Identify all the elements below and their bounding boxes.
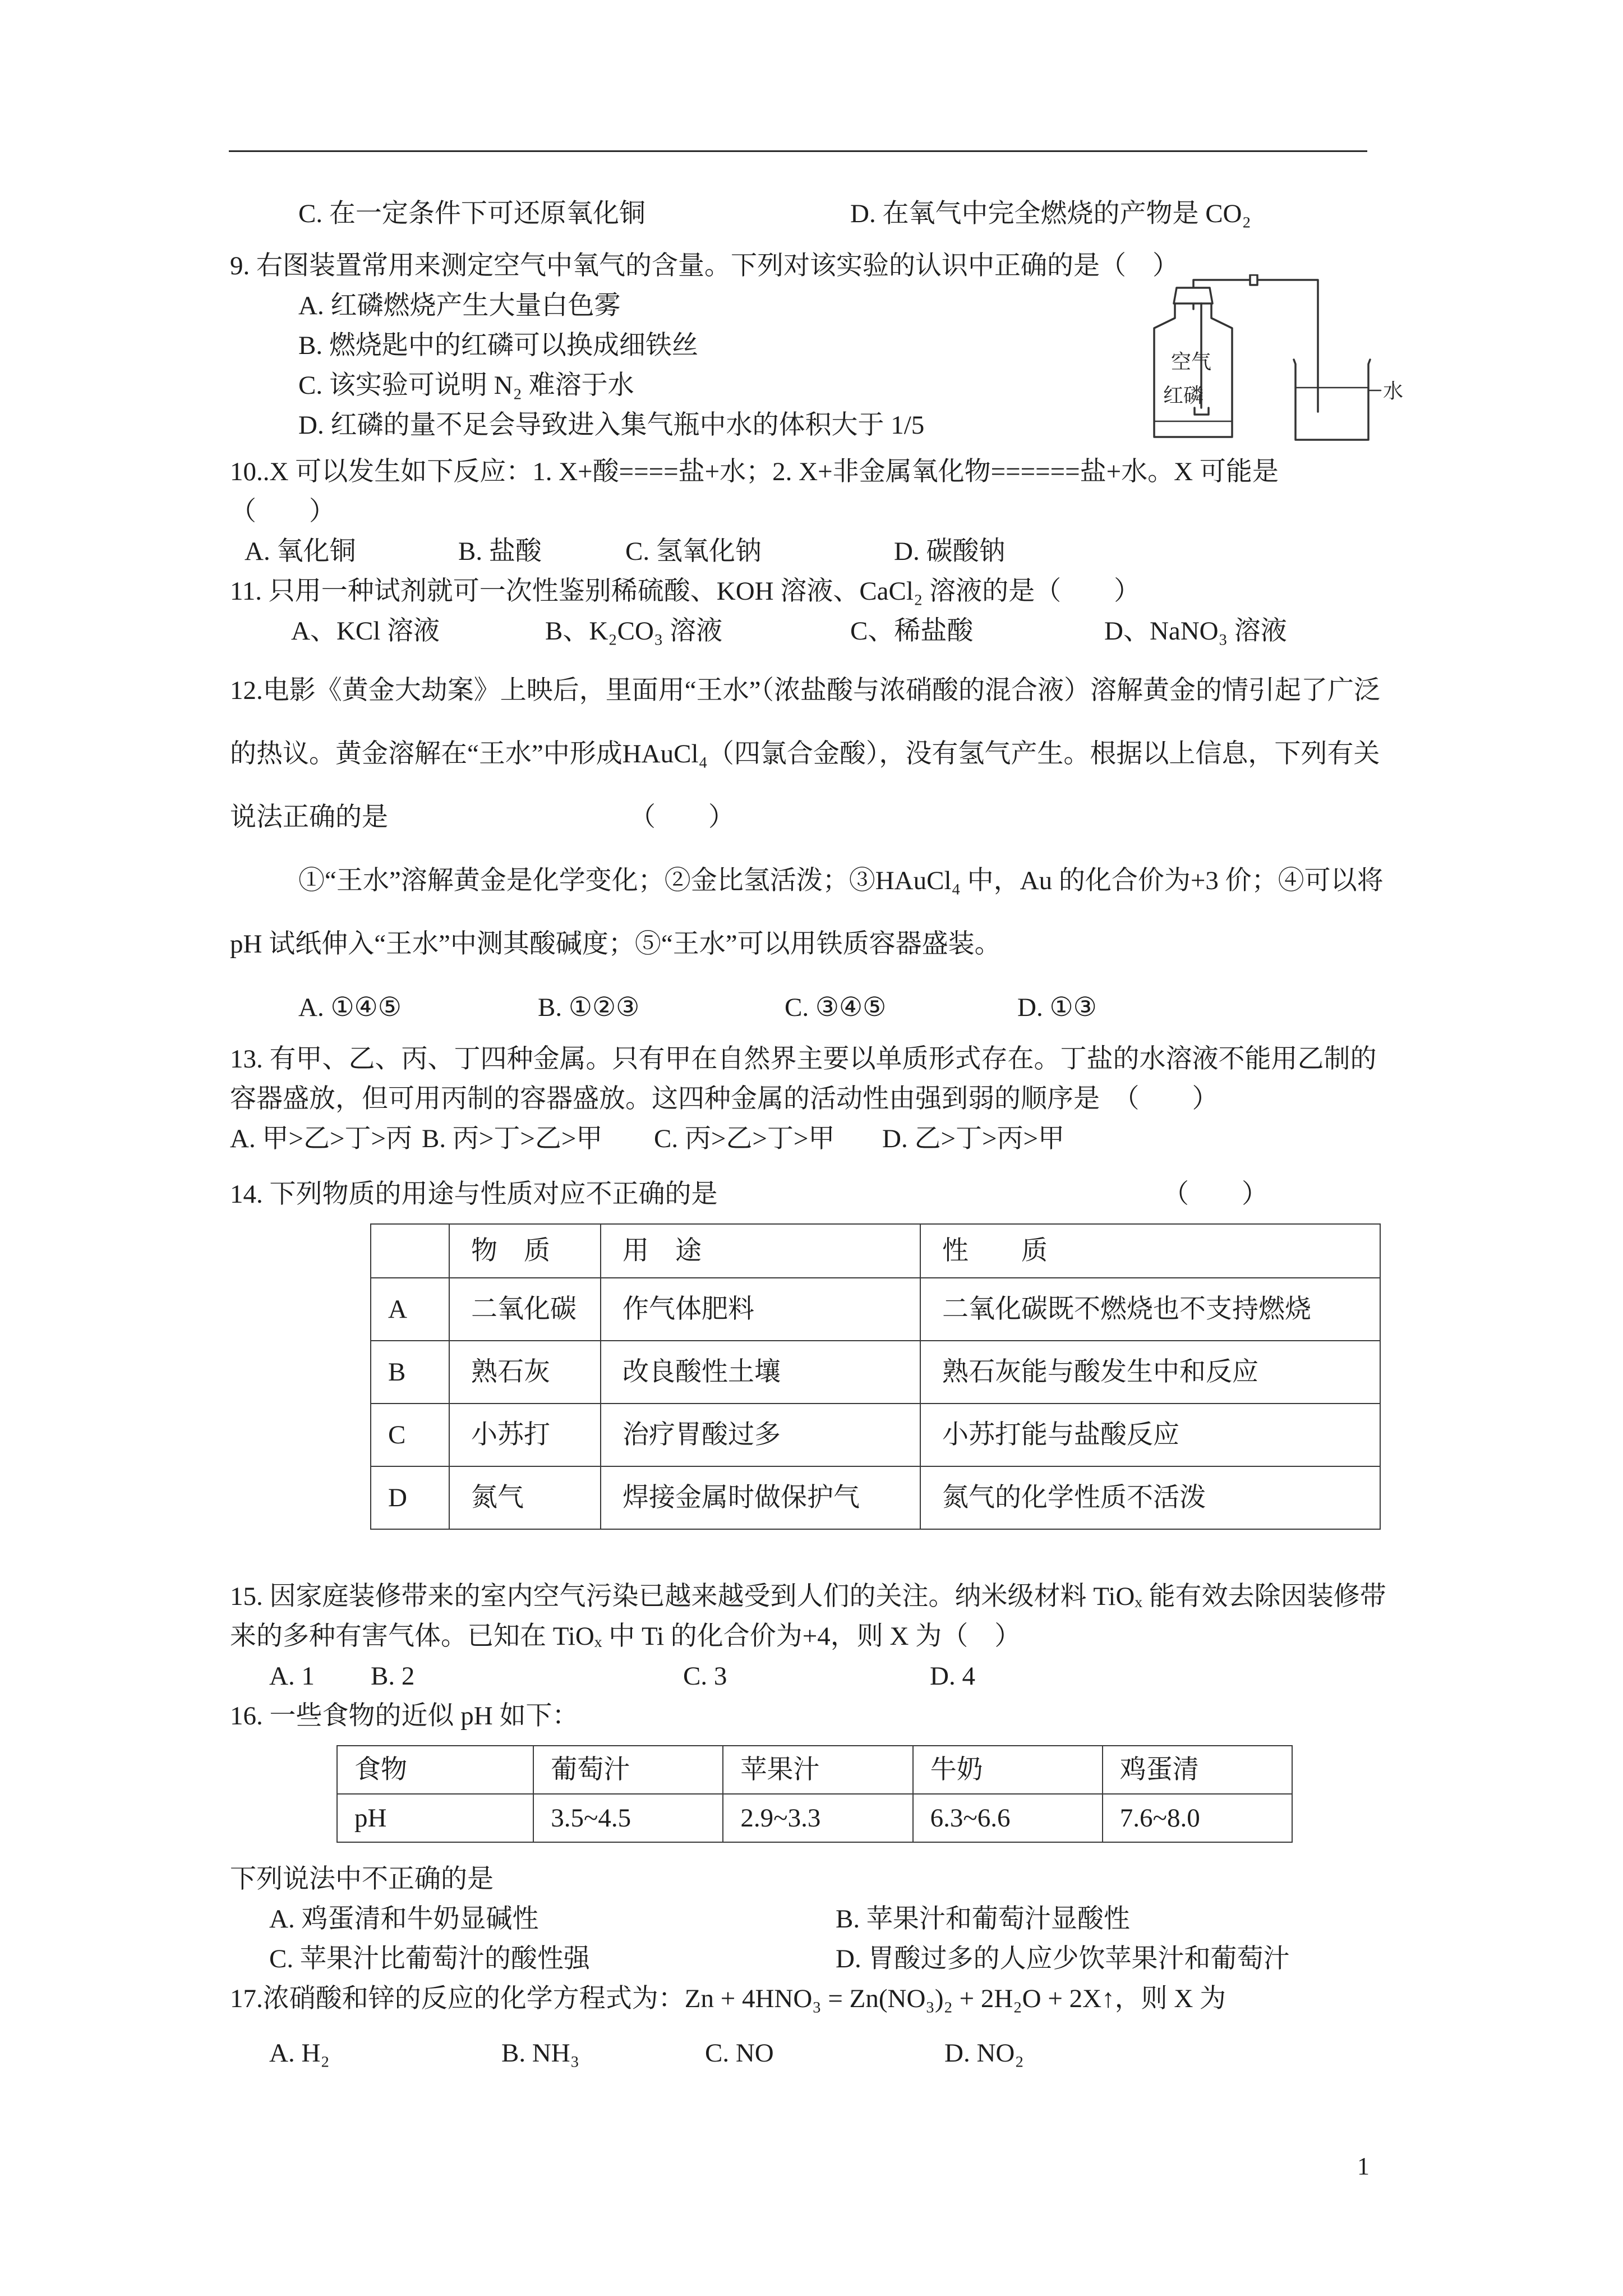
q11-option-d: D、NaNO₃ 溶液 (1104, 616, 1287, 646)
q10-stem: 10..X 可以发生如下反应：1. X+酸====盐+水；2. X+非金属氧化物======盐+水。X 可能是 (230, 457, 1279, 486)
q16-cell: 2.9~3.3 (723, 1794, 912, 1842)
red-phosphorus-label: 红磷 (1163, 384, 1204, 407)
question-9 (230, 246, 1404, 445)
q14-cell: 治疗胃酸过多 (601, 1404, 920, 1466)
q14-cell: 二氧化碳既不燃烧也不支持燃烧 (920, 1278, 1380, 1341)
q13-option-d: D. 乙>丁>丙>甲 (882, 1124, 1064, 1153)
q14-table (370, 1223, 1381, 1530)
q16-option-c: C. 苹果汁比葡萄汁的酸性强 (269, 1944, 590, 1973)
q14-answer-bracket: （ ） (1163, 1180, 1268, 1209)
question-11 (230, 572, 1396, 651)
q12-stem (230, 659, 1396, 849)
q16-cell: 葡萄汁 (533, 1746, 723, 1794)
q17-option-a: A. H₂ (269, 2039, 330, 2068)
q17-option-d: D. NO₂ (944, 2039, 1024, 2068)
q9-option-a: A. 红磷燃烧产生大量白色雾 (298, 291, 621, 320)
q10-option-b: B. 盐酸 (458, 537, 542, 566)
q14-table-row-c (371, 1404, 1380, 1466)
q14-cell: 改良酸性土壤 (601, 1341, 920, 1404)
q13-option-a: A. 甲>乙>丁>丙 (230, 1124, 412, 1153)
q14-cell: 小苏打 (449, 1404, 601, 1466)
q16-cell: 3.5~4.5 (533, 1794, 723, 1842)
q16-option-b: B. 苹果汁和葡萄汁显酸性 (836, 1904, 1130, 1934)
q16-cell: 7.6~8.0 (1103, 1794, 1292, 1842)
document-content (230, 194, 1404, 2073)
q11-option-b: B、K₂CO₃ 溶液 (545, 616, 723, 646)
q17-option-b: B. NH₃ (501, 2039, 580, 2068)
question-16 (230, 1696, 1396, 1979)
q11-options-row (230, 611, 1396, 651)
q15-stem: 15. 因家庭装修带来的室内空气污染已越来越受到人们的关注。纳米级材料 TiOₓ 能有效去除因装修带来的多种有害气体。已知在 TiOₓ 中 Ti 的化合价为+4，则 X 为（ ） (230, 1582, 1386, 1651)
q16-option-d: D. 胃酸过多的人应少饮苹果汁和葡萄汁 (836, 1944, 1290, 1973)
q14-header-substance: 物 质 (449, 1224, 601, 1278)
q10-options-row (230, 532, 1396, 572)
q15-option-d: D. 4 (930, 1662, 975, 1691)
apparatus-svg (1127, 274, 1405, 451)
burning-spoon-cup (1195, 408, 1209, 415)
q8-option-c: C. 在一定条件下可还原氧化铜 (298, 199, 645, 228)
q9-option-d: D. 红磷的量不足会导致进入集气瓶中水的体积大于 1/5 (298, 411, 925, 440)
q14-cell: 氮气的化学性质不活泼 (920, 1466, 1380, 1529)
q14-cell: 焊接金属时做保护气 (601, 1466, 920, 1529)
q13-option-c: C. 丙>乙>丁>甲 (654, 1124, 835, 1153)
q14-table-row-d (371, 1466, 1380, 1529)
q10-option-c: C. 氢氧化钠 (625, 537, 762, 566)
q10-answer-bracket: （ ） (230, 497, 335, 526)
q14-table-header-row (371, 1224, 1380, 1278)
q16-followup: 下列说法中不正确的是 (230, 1865, 494, 1894)
q16-cell: 6.3~6.6 (913, 1794, 1103, 1842)
q8-options-row (230, 194, 1396, 234)
question-17 (230, 1979, 1396, 2073)
q16-table-row-food (337, 1746, 1292, 1794)
q14-cell: 小苏打能与盐酸反应 (920, 1404, 1380, 1466)
q12-option-a: A. ①④⑤ (298, 993, 402, 1022)
q16-cell: 食物 (337, 1746, 533, 1794)
header-rule (229, 150, 1367, 152)
q8-option-d: D. 在氧气中完全燃烧的产物是 CO₂ (850, 199, 1251, 228)
q15-options-row (230, 1657, 1396, 1696)
q14-cell: C (371, 1404, 449, 1466)
q16-ph-table (336, 1745, 1293, 1843)
question-13 (230, 1039, 1396, 1159)
q9-stem: 9. 右图装置常用来测定空气中氧气的含量。下列对该实验的认识中正确的是（ ） (230, 251, 1179, 280)
q17-stem: 17.浓硝酸和锌的反应的化学方程式为：Zn + 4HNO₃ = Zn(NO₃)₂ + 2H₂O + 2X↑，则 X 为 (230, 1984, 1227, 2013)
q14-cell: 二氧化碳 (449, 1278, 601, 1341)
air-label: 空气 (1170, 351, 1212, 373)
q9-apparatus-diagram (1127, 274, 1405, 451)
q9-option-c: C. 该实验可说明 N₂ 难溶于水 (298, 371, 634, 400)
q14-cell: 氮气 (449, 1466, 601, 1529)
q14-stem (230, 1175, 1396, 1214)
q13-option-b: B. 丙>丁>乙>甲 (422, 1124, 603, 1153)
question-14 (230, 1175, 1396, 1530)
q12-stem-text: 12.电影《黄金大劫案》上映后，里面用“王水”（浓盐酸与浓硝酸的混合液）溶解黄金的情引起了广泛的热议。黄金溶解在“王水”中形成HAuCl₄（四氯合金酸），没有氢气产生。根据以上信息，下列有关说法正确的是 (230, 676, 1380, 832)
q16-table-row-ph (337, 1794, 1292, 1842)
q11-stem: 11. 只用一种试剂就可一次性鉴别稀硫酸、KOH 溶液、CaCl₂ 溶液的是（ ） (230, 577, 1141, 606)
q14-cell: 熟石灰 (449, 1341, 601, 1404)
q12-option-c: C. ③④⑤ (785, 993, 887, 1022)
q14-table-row-b (371, 1341, 1380, 1404)
q14-header-property: 性 质 (920, 1224, 1380, 1278)
beaker (1294, 360, 1370, 440)
q14-table-row-a (371, 1278, 1380, 1341)
q12-statements: ①“王水”溶解黄金是化学变化；②金比氢活泼；③HAuCl₄ 中，Au 的化合价为+3 价；④可以将 pH 试纸伸入“王水”中测其酸碱度；⑤“王水”可以用铁质容器盛装。 (230, 866, 1384, 959)
q16-stem: 16. 一些食物的近似 pH 如下： (230, 1701, 579, 1731)
q14-stem-text: 14. 下列物质的用途与性质对应不正确的是 (230, 1180, 718, 1209)
q9-option-b: B. 燃烧匙中的红磷可以换成细铁丝 (298, 331, 698, 360)
q12-option-b: B. ①②③ (538, 993, 640, 1022)
page-number: 1 (1357, 2152, 1370, 2180)
q14-cell: A (371, 1278, 449, 1341)
valve-icon (1250, 275, 1257, 285)
q14-header-blank (371, 1224, 449, 1278)
q16-options-grid (230, 1899, 1396, 1979)
q12-options-row (230, 976, 1396, 1039)
q15-option-a: A. 1 (269, 1662, 315, 1691)
q14-cell: B (371, 1341, 449, 1404)
q16-cell: 苹果汁 (723, 1746, 912, 1794)
q14-cell: D (371, 1466, 449, 1529)
question-15 (230, 1577, 1396, 1696)
q13-options-row (230, 1119, 1396, 1159)
q14-cell: 作气体肥料 (601, 1278, 920, 1341)
q13-stem: 13. 有甲、乙、丙、丁四种金属。只有甲在自然界主要以单质形式存在。丁盐的水溶液不能用乙制的容器盛放，但可用丙制的容器盛放。这四种金属的活动性由强到弱的顺序是 （ ） (230, 1045, 1377, 1114)
q15-option-b: B. 2 (371, 1662, 415, 1691)
q16-cell: 鸡蛋清 (1103, 1746, 1292, 1794)
q16-option-a: A. 鸡蛋清和牛奶显碱性 (269, 1904, 539, 1934)
q12-option-d: D. ①③ (1017, 993, 1097, 1022)
q12-answer-bracket: （ ） (629, 803, 735, 832)
q11-option-c: C、稀盐酸 (850, 616, 974, 646)
q11-option-a: A、KCl 溶液 (291, 616, 440, 646)
q16-cell: 牛奶 (913, 1746, 1103, 1794)
q16-cell: pH (337, 1794, 533, 1842)
q10-option-d: D. 碳酸钠 (894, 537, 1006, 566)
q15-option-c: C. 3 (683, 1662, 727, 1691)
question-10 (230, 452, 1396, 572)
stopper (1174, 288, 1212, 303)
q10-option-a: A. 氧化铜 (245, 537, 356, 566)
q17-option-c: C. NO (705, 2039, 774, 2068)
question-12 (230, 659, 1396, 1039)
q14-header-use: 用 途 (601, 1224, 920, 1278)
q17-options-row (230, 2033, 1396, 2073)
water-label: 水 (1383, 380, 1404, 402)
q14-cell: 熟石灰能与酸发生中和反应 (920, 1341, 1380, 1404)
